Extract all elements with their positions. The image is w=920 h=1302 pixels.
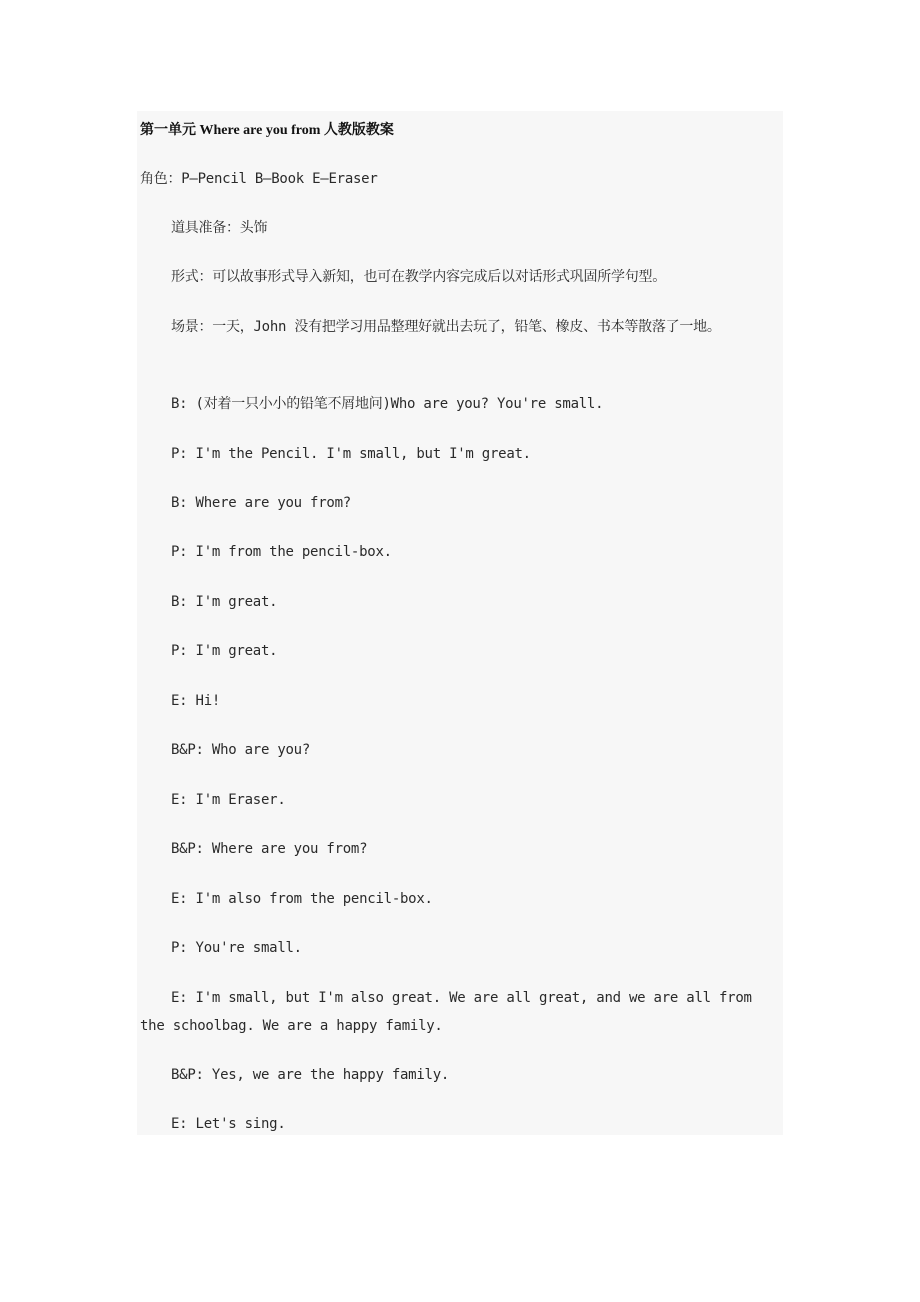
dialogue-line: P: I'm from the pencil-box. [171,544,392,560]
dialogue-line: B: I'm great. [171,594,278,610]
dialogue-line: E: I'm Eraser. [171,792,286,808]
dialogue-line: P: I'm great. [171,643,278,659]
dialogue-line: E: Let's sing. [171,1116,286,1132]
document-page [137,111,783,1135]
dialogue-line: B&P: Where are you from? [171,841,368,857]
scene-paragraph: 场景：一天，John 没有把学习用品整理好就出去玩了，铅笔、橡皮、书本等散落了一地。 [171,319,721,335]
roles-line: 角色：P—Pencil B—Book E—Eraser [140,171,378,187]
dialogue-line: E: Hi! [171,693,221,709]
dialogue-line: P: I'm the Pencil. I'm small, but I'm great. [171,446,531,462]
dialogue-line: B: Where are you from? [171,495,351,511]
dialogue-line: P: You're small. [171,940,302,956]
form-line: 形式：可以故事形式导入新知，也可在教学内容完成后以对话形式巩固所学句型。 [171,269,666,285]
dialogue-line: B: (对着一只小小的铅笔不屑地问)Who are you? You're small. [171,396,604,412]
dialogue-line: B&P: Who are you? [171,742,311,758]
dialogue-paragraph: E: I'm small, but I'm also great. We are all great, and we are all from the schoolbag. We are a happy family. [140,990,752,1034]
props-line: 道具准备：头饰 [171,220,268,236]
document-title: 第一单元 Where are you from 人教版教案 [140,123,394,138]
dialogue-line: B&P: Yes, we are the happy family. [171,1067,450,1083]
dialogue-line: E: I'm also from the pencil-box. [171,891,433,907]
